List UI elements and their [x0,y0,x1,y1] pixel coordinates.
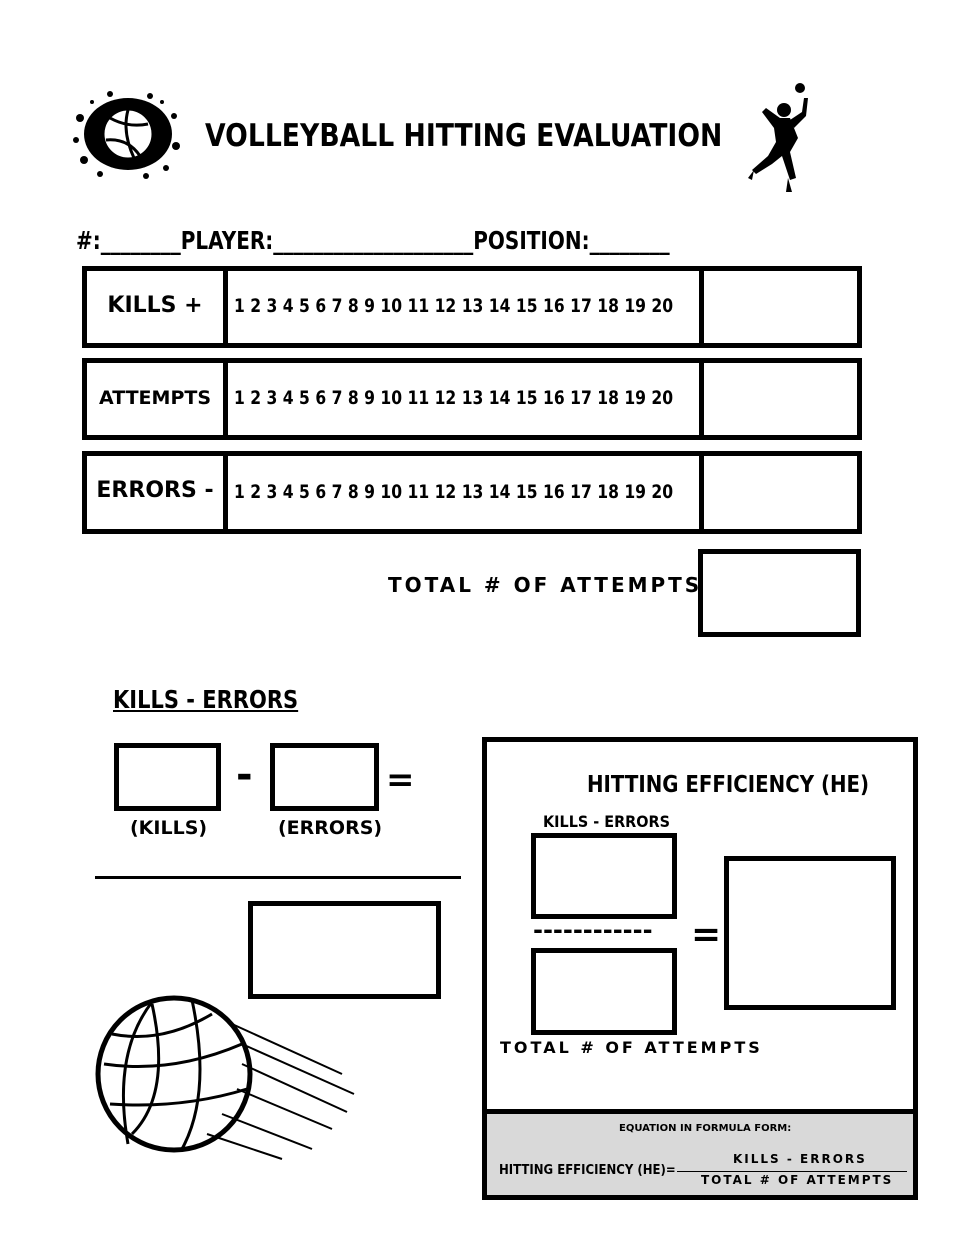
volleyball-player-icon [746,82,816,194]
volleyball-splash-icon [70,88,182,180]
errors-label: ERRORS - [96,478,214,503]
kills-errors-heading: KILLS - ERRORS [113,685,299,714]
kills-row [82,266,862,348]
kills-label: KILLS + [107,293,203,318]
total-attempts-label: TOTAL # OF ATTEMPTS [388,573,703,597]
kills-caption: (KILLS) [130,817,208,839]
errors-row [82,451,862,534]
player-info-line [76,226,670,255]
kills-tally-numbers: 1 2 3 4 5 6 7 8 9 10 11 12 13 14 15 16 17 18 19 20 [234,295,674,317]
attempts-label-cell [87,363,228,435]
player-label: PLAYER: [180,226,274,255]
errors-tally-numbers: 1 2 3 4 5 6 7 8 9 10 11 12 13 14 15 16 17 18 19 20 [234,480,674,503]
formula-fraction-line [677,1171,907,1172]
attempts-total-cell[interactable] [704,363,857,435]
he-numerator-box[interactable] [531,833,677,919]
errors-caption: (ERRORS) [278,817,383,839]
number-label: #: [76,226,101,255]
attempts-label: ATTEMPTS [98,387,212,409]
kills-total-cell[interactable] [704,271,857,343]
kills-input-box[interactable] [114,743,221,811]
attempts-tally-numbers: 1 2 3 4 5 6 7 8 9 10 11 12 13 14 15 16 17 18 19 20 [234,387,674,409]
errors-input-box[interactable] [270,743,379,811]
kills-label-cell [87,271,228,343]
divider-line [95,876,461,879]
player-field[interactable]: ____________________ [273,226,474,255]
minus-sign: - [236,752,253,798]
he-denominator-box[interactable] [531,948,677,1035]
formula-lhs: HITTING EFFICIENCY (HE)= [499,1163,676,1178]
formula-numerator: KILLS - ERRORS [733,1152,867,1166]
formula-denominator: TOTAL # OF ATTEMPTS [701,1173,894,1187]
he-equals-sign: = [691,914,722,955]
total-attempts-box[interactable] [698,549,861,637]
formula-section [487,1109,913,1195]
equals-sign: = [386,760,415,800]
number-field[interactable]: ________ [100,226,181,255]
errors-label-cell [87,456,228,529]
he-fraction-divider: ------------ [533,916,653,944]
errors-total-cell[interactable] [704,456,857,529]
position-label: POSITION: [473,226,590,255]
hitting-efficiency-panel [482,737,918,1200]
position-field[interactable]: ________ [589,226,670,255]
he-denominator-label: TOTAL # OF ATTEMPTS [500,1038,763,1057]
page-title: VOLLEYBALL HITTING EVALUATION [205,118,723,154]
formula-caption: EQUATION IN FORMULA FORM: [619,1123,792,1134]
he-numerator-label: KILLS - ERRORS [543,812,670,831]
volleyball-motion-icon [92,994,362,1162]
he-title: HITTING EFFICIENCY (HE) [587,772,870,798]
attempts-tally-cell[interactable] [228,363,704,435]
he-result-box[interactable] [724,856,896,1010]
kills-tally-cell[interactable] [228,271,704,343]
kills-minus-errors-result-box[interactable] [248,901,441,999]
attempts-row [82,358,862,440]
errors-tally-cell[interactable] [228,456,704,529]
